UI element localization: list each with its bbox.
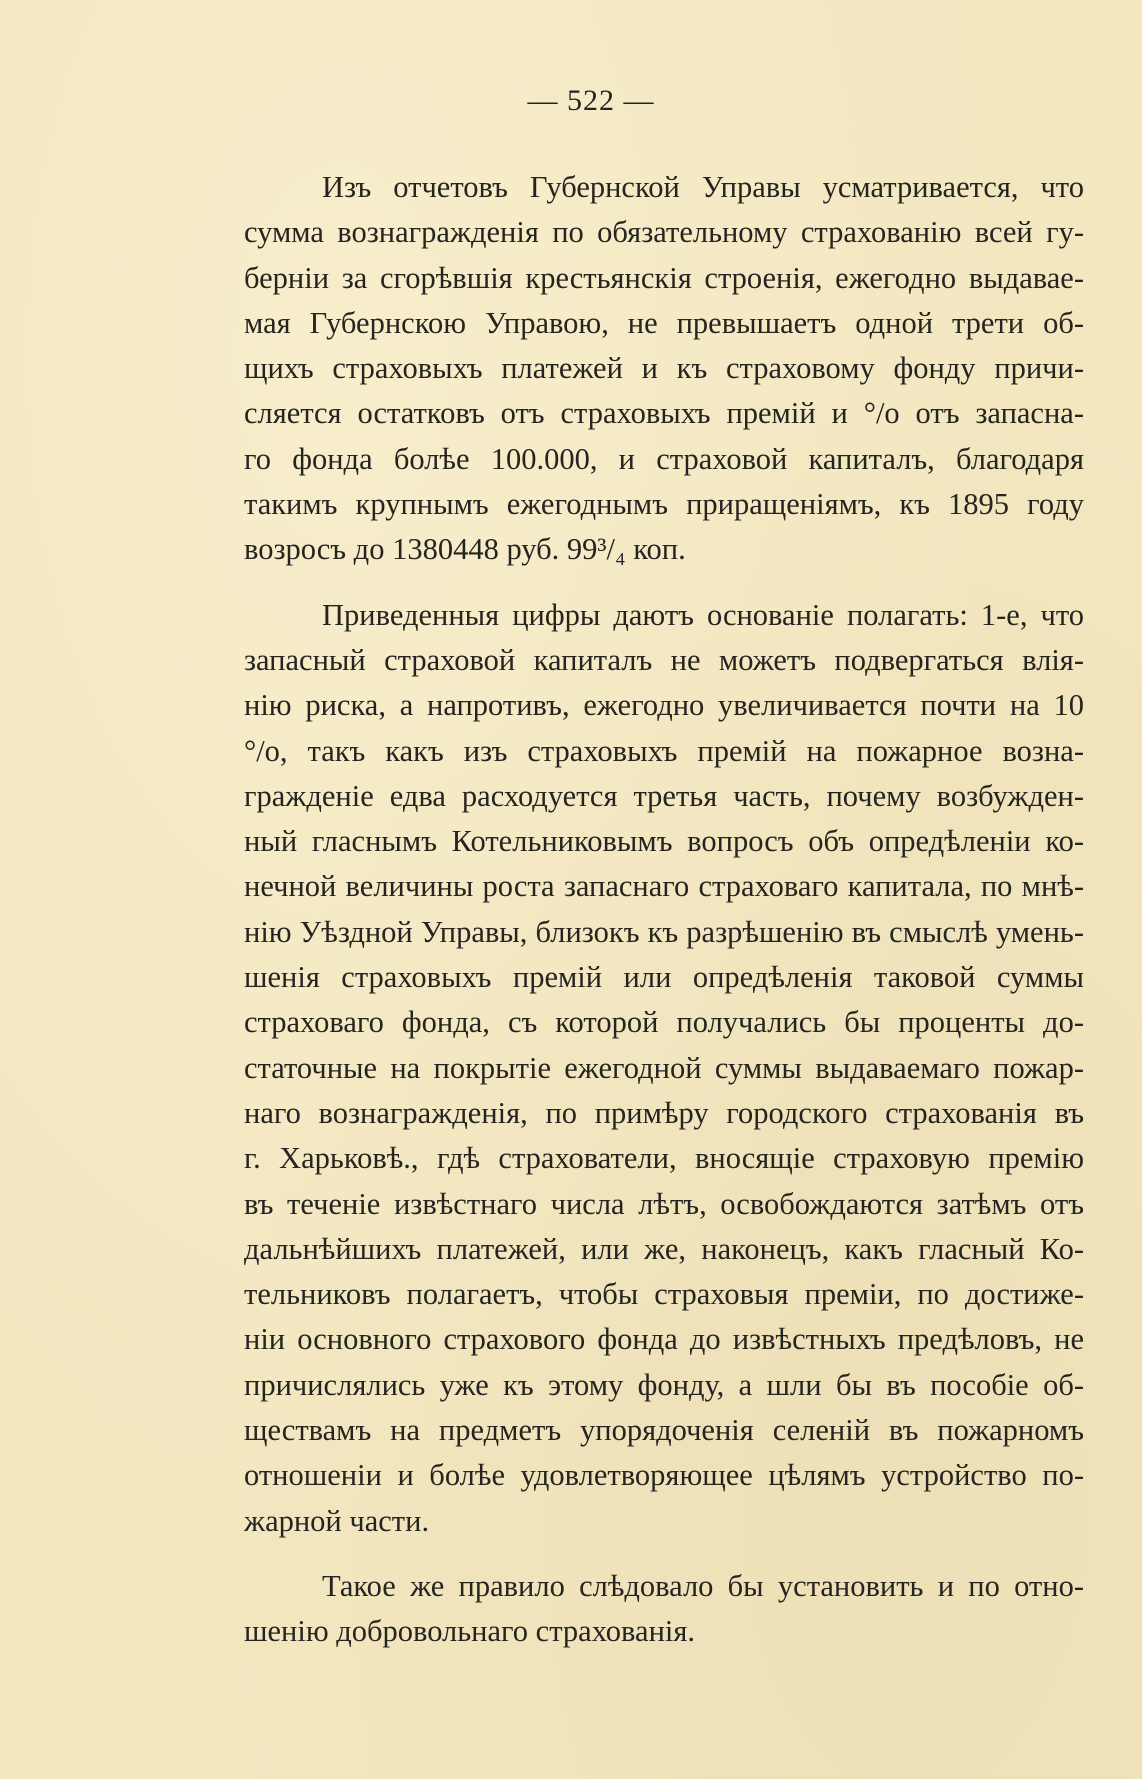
text-line: тельниковъ полагаетъ, чтобы страховыя преміи, по достиже- <box>244 1277 1084 1312</box>
text-line: Приведенныя цифры даютъ основаніе полагать: 1-е, что <box>322 597 1084 632</box>
text-line: статочные на покрытіе ежегодной суммы выдаваемаго пожар- <box>244 1050 1084 1085</box>
text-line: жарной части. <box>244 1503 430 1538</box>
text-line: ный гласнымъ Котельниковымъ вопросъ объ опредѣленіи ко- <box>244 824 1084 859</box>
text-line: причислялись уже къ этому фонду, а шли бы въ пособіе об- <box>244 1367 1084 1402</box>
text-line: возросъ до 1380448 руб. 99³/₄ коп. <box>244 532 686 567</box>
text-line: страховаго фонда, съ которой получались бы проценты до- <box>244 1005 1084 1040</box>
text-line: мая Губернскою Управою, не превышаетъ одной трети об- <box>244 305 1084 340</box>
text-line: щихъ страховыхъ платежей и къ страховому фонду причи- <box>244 351 1084 386</box>
body-text <box>244 165 1084 1655</box>
text-line: такимъ крупнымъ ежегоднымъ приращеніямъ, къ 1895 году <box>244 487 1084 522</box>
text-line: запасный страховой капиталъ не можетъ подвергаться влія- <box>244 642 1084 677</box>
text-line: нію риска, а напротивъ, ежегодно увеличивается почти на 10 <box>244 688 1084 723</box>
text-line: сумма вознагражденія по обязательному страхованію всей гу- <box>244 215 1084 250</box>
text-line: гражденіе едва расходуется третья часть, почему возбужден- <box>244 778 1084 813</box>
paragraph-2 <box>244 593 1084 1544</box>
text-line: °/о, такъ какъ изъ страховыхъ премій на пожарное возна- <box>244 733 1084 768</box>
text-line: Изъ отчетовъ Губернской Управы усматривается, что <box>322 170 1084 204</box>
text-line: сляется остатковъ отъ страховыхъ премій и °/о отъ запасна- <box>244 396 1084 431</box>
text-line: нію Уѣздной Управы, близокъ къ разрѣшенію въ смыслѣ умень- <box>244 914 1084 949</box>
text-line: отношеніи и болѣе удовлетворяющее цѣлямъ устройство по- <box>244 1458 1084 1493</box>
text-line: наго вознагражденія, по примѣру городского страхованія въ <box>244 1095 1084 1130</box>
text-line: го фонда болѣе 100.000, и страховой капиталъ, благодаря <box>244 441 1084 476</box>
page-number: — 522 — <box>527 84 655 117</box>
text-line: нечной величины роста запаснаго страховаго капитала, по мнѣ- <box>244 869 1084 904</box>
text-line: дальнѣйшихъ платежей, или же, наконецъ, какъ гласный Ко- <box>244 1231 1084 1266</box>
text-line: берніи за сгорѣвшія крестьянскія строенія, ежегодно выдавае- <box>244 260 1084 295</box>
text-line: шенію добровольнаго страхованія. <box>244 1614 696 1649</box>
text-line: шенія страховыхъ премій или опредѣленія таковой суммы <box>244 960 1084 995</box>
paragraph-3 <box>244 1564 1084 1655</box>
text-line: Такое же правило слѣдовало бы установить и по отно- <box>322 1568 1084 1603</box>
text-line: ніи основного страхового фонда до извѣстныхъ предѣловъ, не <box>244 1322 1084 1357</box>
text-line: ществамъ на предметъ упорядоченія селеній въ пожарномъ <box>244 1413 1084 1448</box>
text-line: г. Харьковѣ., гдѣ страхователи, вносящіе страховую премію <box>244 1141 1084 1176</box>
text-line: въ теченіе извѣстнаго числа лѣтъ, освобождаются затѣмъ отъ <box>244 1186 1084 1221</box>
paragraph-1 <box>244 165 1084 573</box>
